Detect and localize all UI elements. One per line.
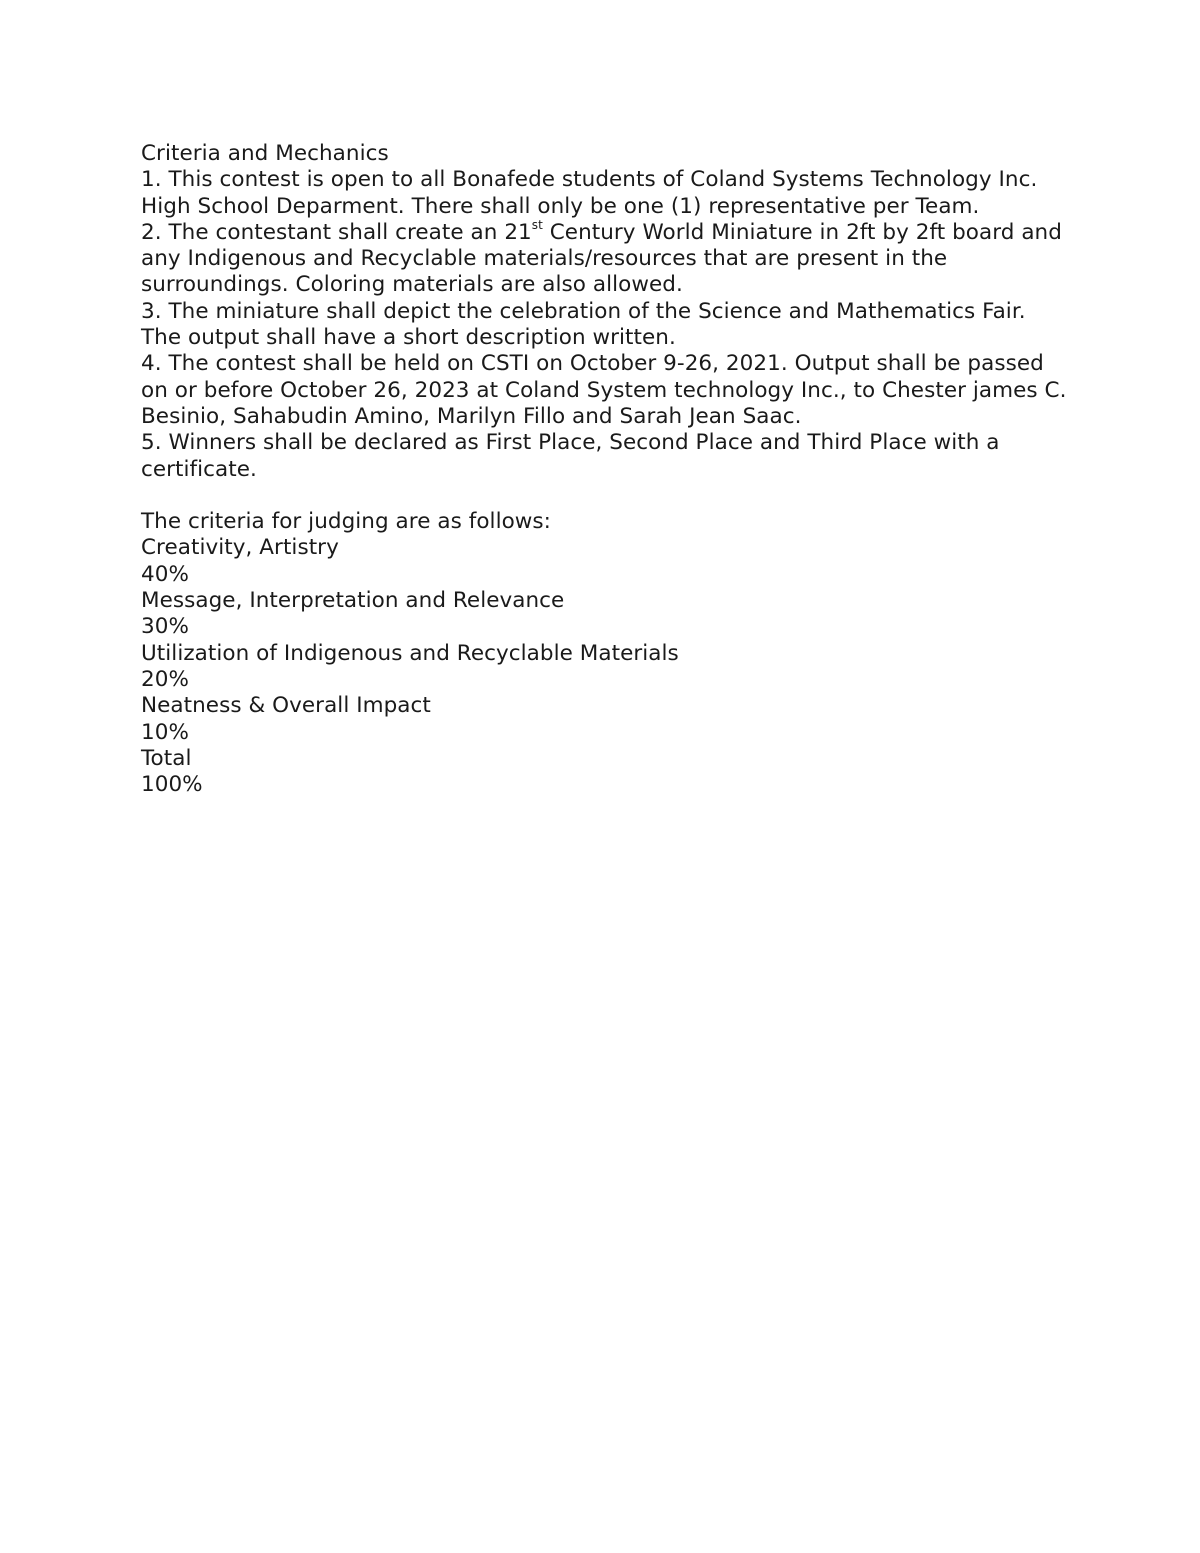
rule-item-2 (141, 217, 1071, 299)
rule-item-2-before: 2. The contestant shall create an 21 (141, 219, 532, 245)
total-value: 100% (141, 772, 203, 798)
criterion-name: Utilization of Indigenous and Recyclable Materials (141, 640, 679, 666)
criterion-weight: 10% (141, 719, 189, 745)
criterion-weight: 20% (141, 666, 189, 692)
criterion-weight: 30% (141, 614, 189, 640)
criterion-name: Message, Interpretation and Relevance (141, 588, 565, 614)
document-heading: Criteria and Mechanics (141, 141, 389, 166)
document-body (141, 141, 1071, 798)
rule-item-3: 3. The miniature shall depict the celebration of the Science and Mathematics Fair. The output shall have a short description written. (141, 298, 1026, 351)
criterion-name: Neatness & Overall Impact (141, 693, 431, 719)
rule-item-1: 1. This contest is open to all Bonafede students of Coland Systems Technology Inc. High School Deparment. There shall only be one (1) representative per Team. (141, 167, 1038, 219)
criterion-weight: 40% (141, 561, 189, 587)
criteria-intro: The criteria for judging are as follows: (141, 509, 551, 535)
rule-item-4: 4. The contest shall be held on CSTI on October 9-26, 2021. Output shall be passed on or before October 26, 2023 at Coland System technology Inc., to Chester james C. Besinio, Sahabudin Amino, Marilyn Fillo and Sarah Jean Saac. (141, 351, 1067, 429)
rule-item-2-superscript: st (531, 217, 543, 232)
paragraph-spacer (141, 483, 1071, 509)
total-label: Total (141, 745, 192, 771)
criterion-name: Creativity, Artistry (141, 535, 339, 561)
rule-item-2-after: Century World Miniature in 2ft by 2ft board and any Indigenous and Recyclable materials/resources that are present in the surroundings. Coloring materials are also allowed. (141, 219, 1062, 298)
rule-item-5: 5. Winners shall be declared as First Place, Second Place and Third Place with a certificate. (141, 430, 1000, 482)
